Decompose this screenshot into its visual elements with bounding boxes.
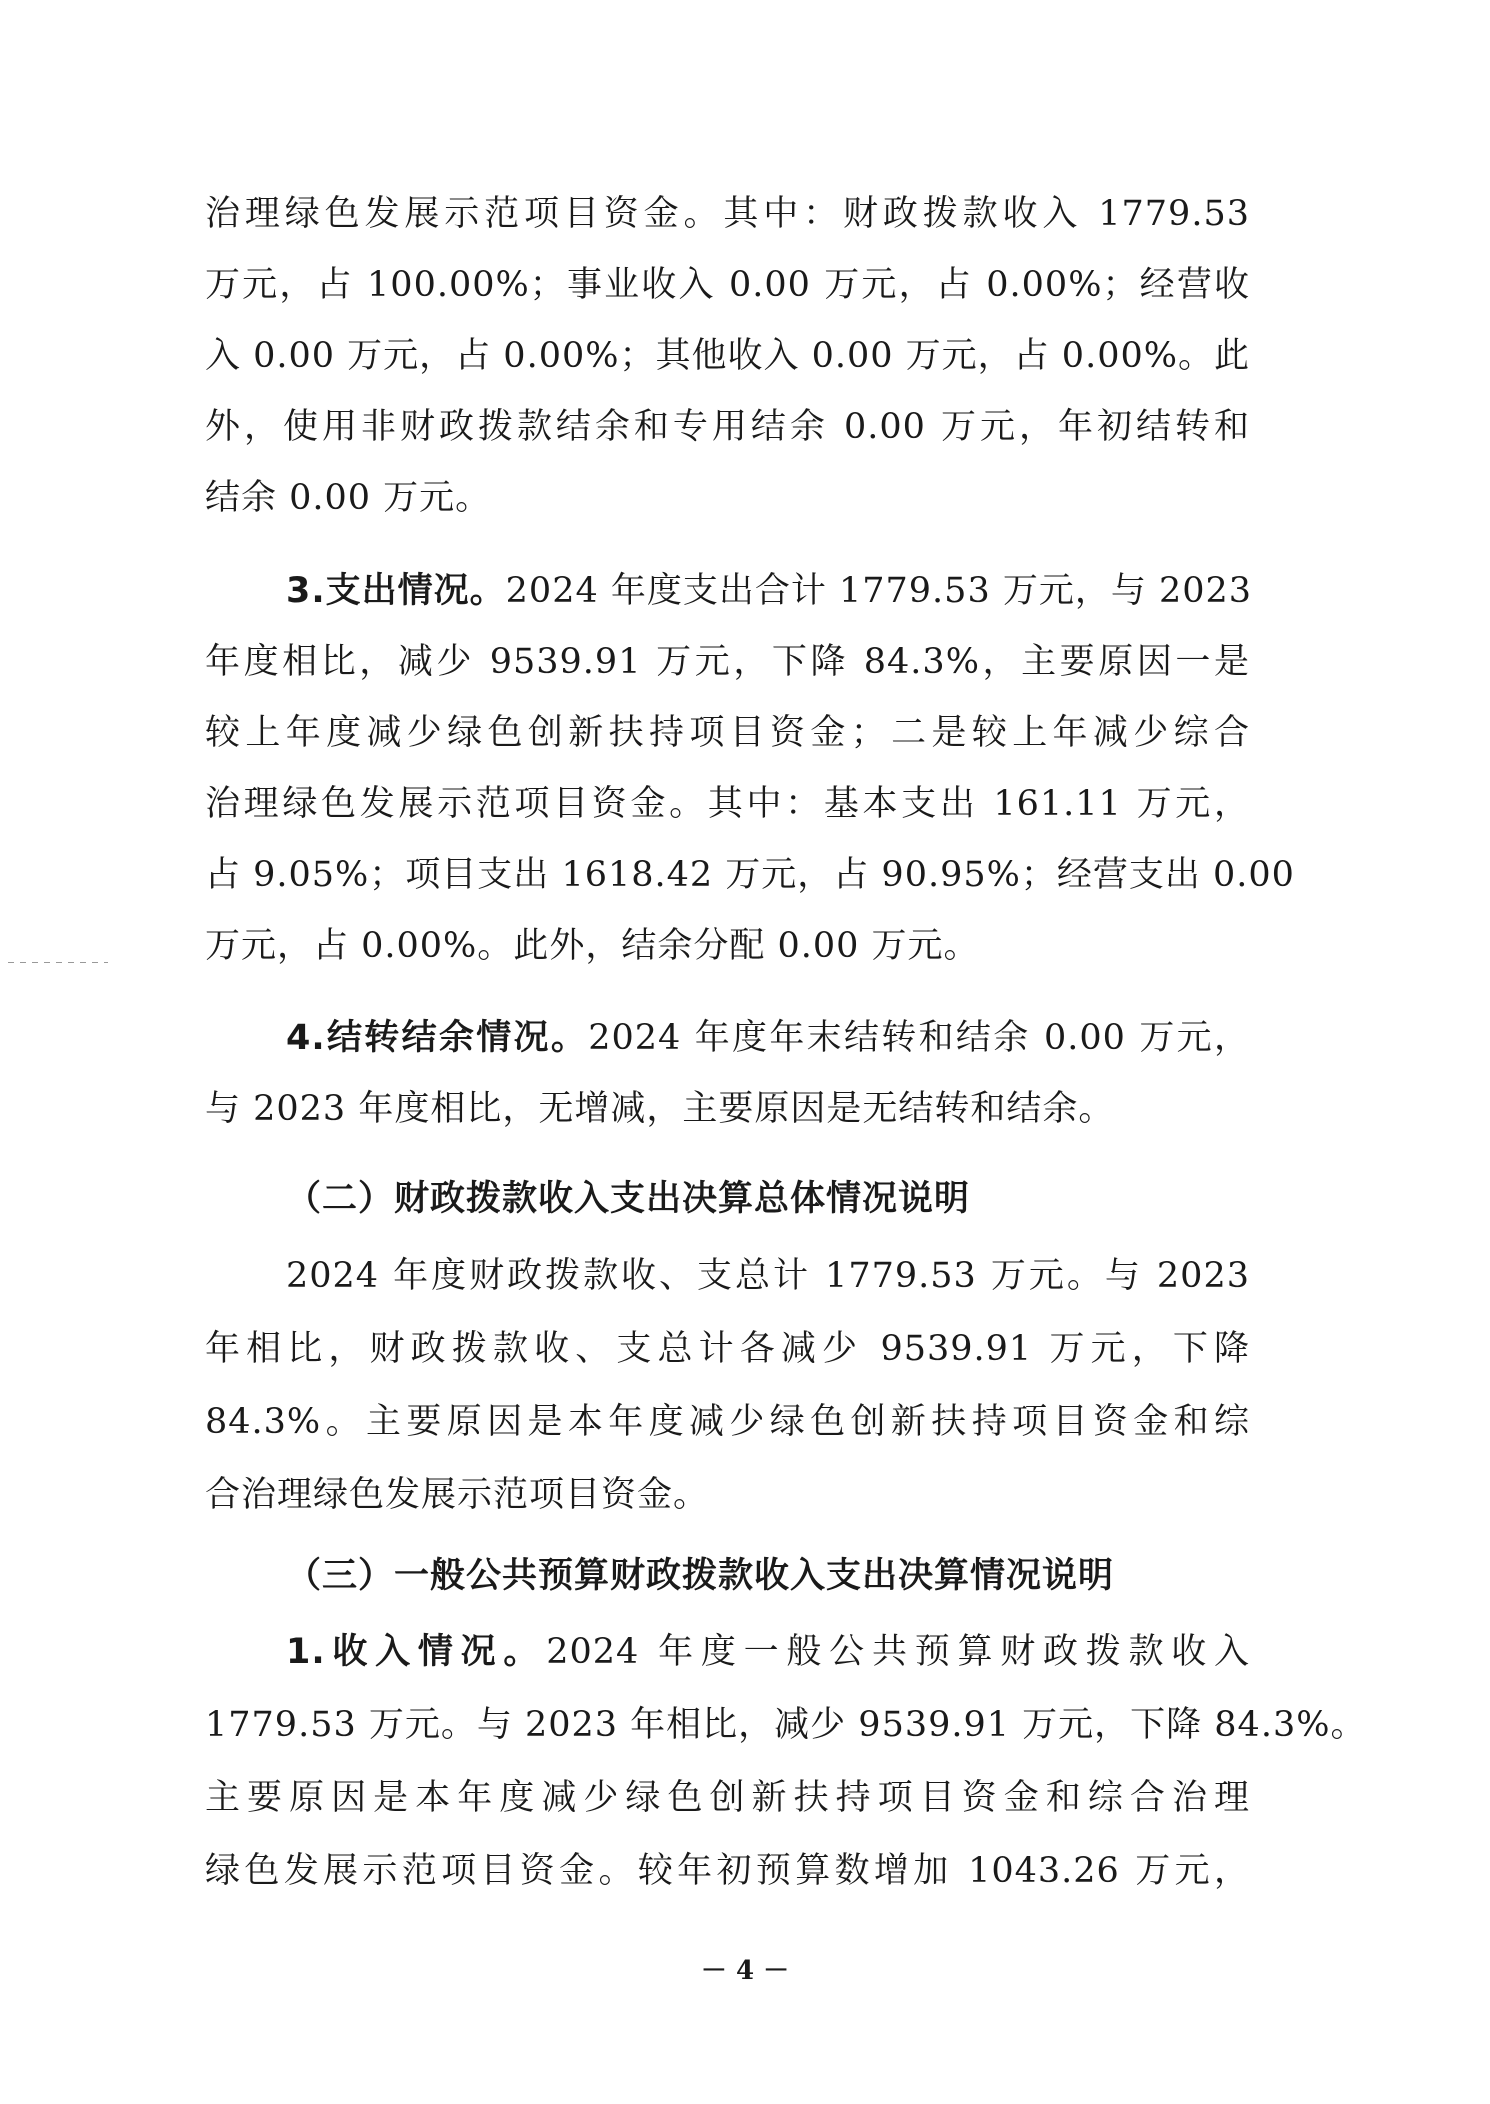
section-heading-two: （二）财政拨款收入支出决算总体情况说明 bbox=[286, 1179, 971, 1219]
paragraph-line: 万元，占 100.00%；事业收入 0.00 万元，占 0.00%；经营收 bbox=[205, 265, 1250, 305]
paragraph-line: 外，使用非财政拨款结余和专用结余 0.00 万元，年初结转和 bbox=[205, 407, 1250, 447]
paragraph-line: 主要原因是本年度减少绿色创新扶持项目资金和综合治理 bbox=[205, 1778, 1250, 1818]
section-three-first-rest: 2024 年度一般公共预算财政拨款收入 bbox=[546, 1632, 1251, 1672]
paragraph-line: 合治理绿色发展示范项目资金。 bbox=[205, 1475, 710, 1515]
section-heading-three: （三）一般公共预算财政拨款收入支出决算情况说明 bbox=[286, 1556, 1115, 1596]
paragraph-line: 治理绿色发展示范项目资金。其中：财政拨款收入 1779.53 bbox=[205, 194, 1250, 234]
paragraph-line: 较上年度减少绿色创新扶持项目资金；二是较上年减少综合 bbox=[205, 713, 1250, 753]
paragraph-line: 结余 0.00 万元。 bbox=[205, 478, 492, 518]
section-expense-lead: 3.支出情况。 bbox=[286, 571, 506, 611]
paragraph-line: 1779.53 万元。与 2023 年相比，减少 9539.91 万元，下降 84.3%。 bbox=[205, 1705, 1367, 1745]
paragraph-line: 入 0.00 万元，占 0.00%；其他收入 0.00 万元，占 0.00%。此 bbox=[205, 336, 1250, 376]
paragraph-line: 年度相比，减少 9539.91 万元，下降 84.3%，主要原因一是 bbox=[205, 642, 1250, 682]
section-expense-first-rest: 2024 年度支出合计 1779.53 万元，与 2023 bbox=[505, 571, 1253, 611]
paragraph-line: 占 9.05%；项目支出 1618.42 万元，占 90.95%；经营支出 0.00 bbox=[205, 855, 1295, 895]
section-three-first-line bbox=[286, 1630, 1250, 1674]
section-two-first-line: 2024 年度财政拨款收、支总计 1779.53 万元。与 2023 bbox=[286, 1256, 1250, 1296]
paragraph-line: 治理绿色发展示范项目资金。其中：基本支出 161.11 万元， bbox=[205, 784, 1250, 824]
section-expense-first-line bbox=[286, 569, 1253, 613]
paragraph-line: 84.3%。主要原因是本年度减少绿色创新扶持项目资金和综 bbox=[205, 1402, 1250, 1442]
section-carryover-first-rest: 2024 年度年末结转和结余 0.00 万元， bbox=[588, 1018, 1250, 1058]
section-carryover-lead: 4.结转结余情况。 bbox=[286, 1018, 589, 1058]
paragraph-line: 与 2023 年度相比，无增减，主要原因是无结转和结余。 bbox=[205, 1089, 1115, 1129]
paragraph-line: 万元，占 0.00%。此外，结余分配 0.00 万元。 bbox=[205, 926, 980, 966]
section-three-lead: 1.收入情况。 bbox=[286, 1632, 547, 1672]
scan-artifact-line bbox=[8, 962, 108, 963]
page-number: － 4 － bbox=[700, 1956, 790, 1986]
paragraph-line: 绿色发展示范项目资金。较年初预算数增加 1043.26 万元， bbox=[205, 1851, 1250, 1891]
paragraph-line: 年相比，财政拨款收、支总计各减少 9539.91 万元，下降 bbox=[205, 1329, 1250, 1369]
section-carryover-first-line bbox=[286, 1016, 1250, 1060]
